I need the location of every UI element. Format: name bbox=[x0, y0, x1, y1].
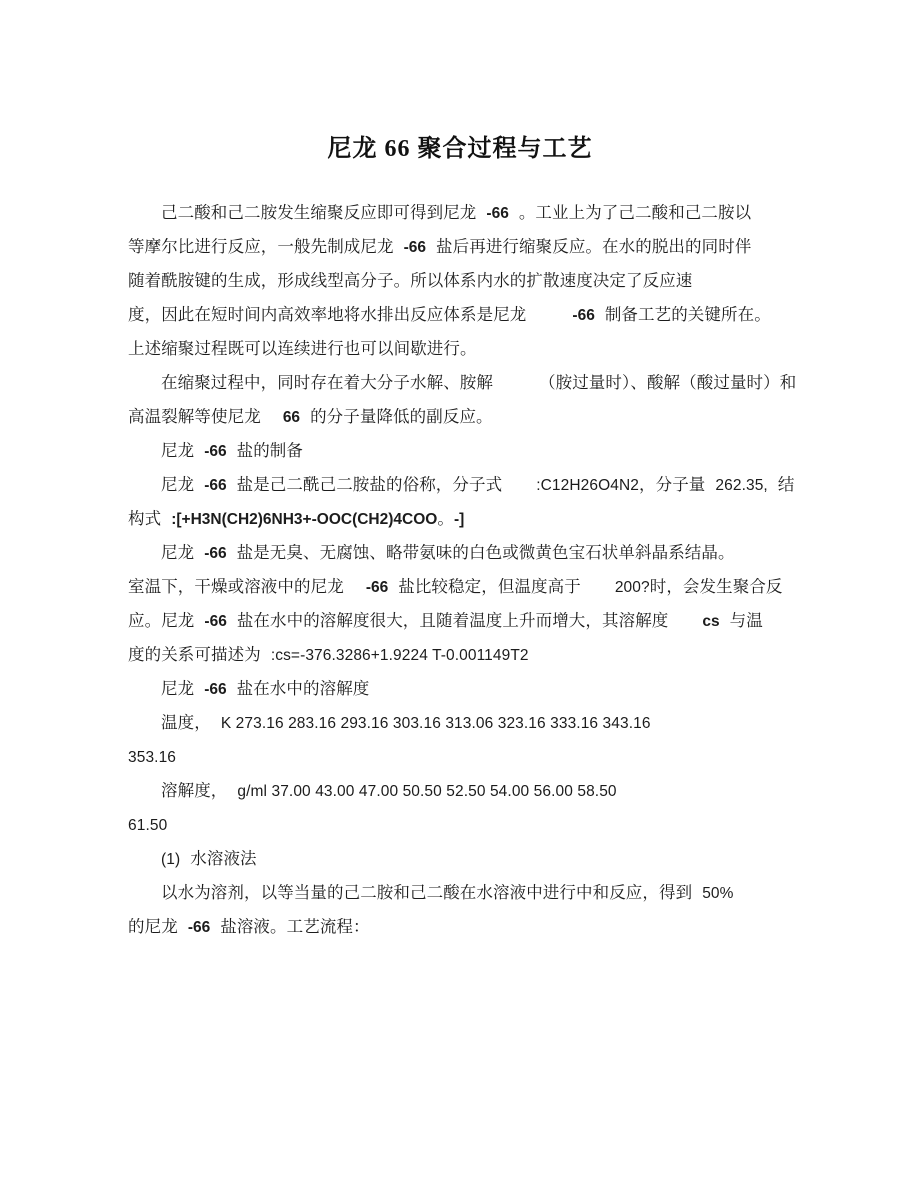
text-run: 随着酰胺键的生成，形成线型高分子。所以体系内水的扩散速度决定了反应速 bbox=[128, 271, 693, 290]
text-run: ，分子量 bbox=[639, 475, 706, 494]
row-label: 温度， bbox=[161, 713, 211, 732]
text-line bbox=[128, 536, 792, 570]
solubility-equation: :cs=-376.3286+1.9224 T-0.001149T2 bbox=[270, 647, 529, 664]
text-run: 的尼龙 bbox=[128, 917, 178, 936]
symbol-cs: cs bbox=[702, 613, 720, 630]
text-run: 盐后再进行缩聚反应。在水的脱出的同时伴 bbox=[436, 237, 752, 256]
text-line bbox=[128, 570, 792, 604]
text-run: 以水为溶剂，以等当量的己二胺和己二酸在水溶液中进行中和反应，得到 bbox=[161, 883, 693, 902]
row-values-cont: 61.50 bbox=[128, 817, 168, 834]
temperature-value: 200? bbox=[614, 579, 650, 596]
document-body bbox=[128, 196, 797, 944]
text-run: 高温裂解等使尼龙 bbox=[128, 407, 261, 426]
text-run: 尼龙 bbox=[161, 543, 195, 562]
table-row-solubility-wrap bbox=[128, 808, 792, 842]
row-label: 溶解度， bbox=[161, 781, 228, 800]
table-row-temperature-wrap bbox=[128, 740, 792, 774]
text-run: 盐溶液。工艺流程： bbox=[220, 917, 370, 936]
text-run-latin: -66 bbox=[204, 613, 227, 630]
text-run: 度，因此在短时间内高效率地将水排出反应体系是尼龙 bbox=[128, 305, 527, 324]
structural-formula: :[+H3N(CH2)6NH3+-OOC(CH2)4COO bbox=[171, 511, 438, 528]
text-run: 应。尼龙 bbox=[128, 611, 195, 630]
text-line bbox=[128, 230, 792, 264]
percentage-value: 50% bbox=[702, 885, 734, 902]
text-line bbox=[128, 638, 792, 672]
text-line bbox=[128, 298, 792, 332]
text-run: 上述缩聚过程既可以连续进行也可以间歇进行。 bbox=[128, 339, 477, 358]
text-line bbox=[128, 502, 792, 536]
text-run-latin: -66 bbox=[365, 579, 389, 596]
text-run-latin: -66 bbox=[204, 477, 227, 494]
text-run-latin: -66 bbox=[486, 205, 509, 222]
text-run: 与温 bbox=[729, 611, 763, 630]
text-run: 构式 bbox=[128, 509, 162, 528]
row-values: g/ml 37.00 43.00 47.00 50.50 52.50 54.00 56.00 58.50 bbox=[237, 783, 617, 800]
list-item-heading bbox=[128, 842, 792, 876]
text-run: 度的关系可描述为 bbox=[128, 645, 261, 664]
text-run-latin: -66 bbox=[187, 919, 211, 936]
text-run: 盐在水中的溶解度很大，且随着温度上升而增大，其溶解度 bbox=[236, 611, 669, 630]
text-run: 尼龙 bbox=[161, 441, 195, 460]
text-run: 盐在水中的溶解度 bbox=[236, 679, 370, 698]
text-run: 。工业上为了己二酸和己二胺以 bbox=[518, 203, 752, 222]
table-caption bbox=[128, 672, 792, 706]
text-run: 的分子量降低的副反应。 bbox=[310, 407, 493, 426]
text-run-latin: -66 bbox=[204, 545, 227, 562]
text-run: 制备工艺的关键所在。 bbox=[604, 305, 771, 324]
text-run-latin: -66 bbox=[403, 239, 427, 256]
text-line bbox=[128, 264, 792, 298]
table-row-temperature bbox=[128, 706, 792, 740]
text-run: 己二酸和己二胺发生缩聚反应即可得到尼龙 bbox=[161, 203, 477, 222]
text-run: 室温下，干燥或溶液中的尼龙 bbox=[128, 577, 344, 596]
text-run: （胺过量时）、酸解（酸过量时）和 bbox=[539, 373, 797, 392]
row-values: K 273.16 283.16 293.16 303.16 313.06 323.16 333.16 343.16 bbox=[220, 715, 651, 732]
text-line bbox=[128, 332, 792, 366]
molecular-weight: 262.35, bbox=[715, 477, 768, 494]
text-run: 水溶液法 bbox=[190, 849, 257, 868]
text-run: 盐是无臭、无腐蚀、略带氨味的白色或微黄色宝石状单斜晶系结晶。 bbox=[236, 543, 735, 562]
text-line bbox=[128, 400, 792, 434]
text-run-latin: -66 bbox=[204, 443, 227, 460]
text-run-latin: -66 bbox=[572, 307, 595, 324]
text-run: 在缩聚过程中，同时存在着大分子水解、胺解 bbox=[161, 373, 493, 392]
row-values-cont: 353.16 bbox=[128, 749, 177, 766]
text-line bbox=[128, 366, 797, 400]
text-run: 结 bbox=[777, 475, 795, 494]
text-line bbox=[128, 604, 792, 638]
list-marker: (1) bbox=[161, 851, 181, 868]
text-run-latin: -66 bbox=[204, 681, 227, 698]
text-line bbox=[128, 876, 792, 910]
text-run: 时，会发生聚合反 bbox=[649, 577, 783, 596]
table-row-solubility bbox=[128, 774, 792, 808]
text-line bbox=[128, 468, 795, 502]
text-line bbox=[128, 196, 792, 230]
text-run: 尼龙 bbox=[161, 679, 195, 698]
text-line bbox=[128, 910, 792, 944]
text-run: 盐是己二酰己二胺盐的俗称，分子式 bbox=[236, 475, 503, 494]
page-title: 尼龙 66 聚合过程与工艺 bbox=[327, 136, 593, 162]
text-run: 盐比较稳定，但温度高于 bbox=[398, 577, 581, 596]
text-run: 。 bbox=[437, 509, 454, 528]
text-run-latin: 66 bbox=[282, 409, 301, 426]
text-run: 尼龙 bbox=[161, 475, 195, 494]
text-run: 盐的制备 bbox=[236, 441, 304, 460]
molecular-formula: :C12H26O4N2 bbox=[536, 477, 639, 494]
text-run-latin: -] bbox=[453, 511, 465, 528]
text-line-subheading bbox=[128, 434, 792, 468]
text-run: 等摩尔比进行反应，一般先制成尼龙 bbox=[128, 237, 394, 256]
